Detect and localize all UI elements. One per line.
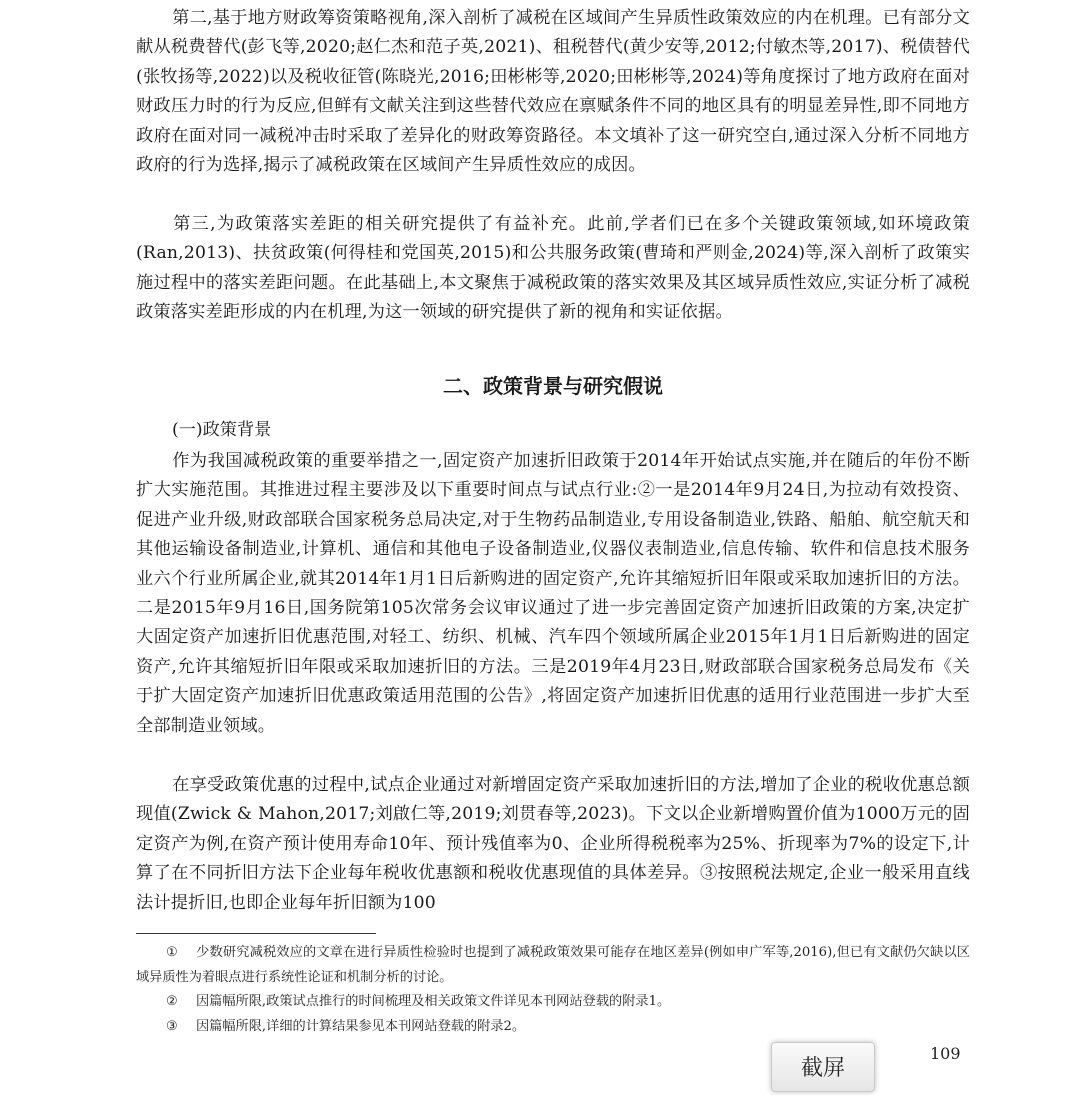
footnote xyxy=(136,940,970,990)
footnote-mark: ③ xyxy=(166,1019,178,1034)
footnote xyxy=(136,1014,970,1039)
footnote-text: 因篇幅所限,详细的计算结果参见本刊网站登载的附录2。 xyxy=(196,1019,526,1034)
section-heading: 二、政策背景与研究假说 xyxy=(443,374,663,398)
subsection-heading: (一)政策背景 xyxy=(172,420,272,440)
page-number: 109 xyxy=(930,1044,961,1063)
body-paragraph: 第三,为政策落实差距的相关研究提供了有益补充。此前,学者们已在多个关键政策领域,如环境政策(Ran,2013)、扶贫政策(何得桂和党国英,2015)和公共服务政策(曹琦和严则金,2024)等,深入剖析了政策实施过程中的落实差距问题。在此基础上,本文聚焦于减税政策的落实效果及其区域异质性效应,实证分析了减税政策落实差距形成的内在机理,为这一领域的研究提供了新的视角和实证依据。 xyxy=(136,214,970,323)
footnote-text: 少数研究减税效应的文章在进行异质性检验时也提到了减税政策效果可能存在地区差异(例如申广军等,2016),但已有文献仍欠缺以区域异质性为着眼点进行系统性论证和机制分析的讨论。 xyxy=(136,945,970,985)
body-paragraph: 第二,基于地方财政筹资策略视角,深入剖析了减税在区域间产生异质性政策效应的内在机理。已有部分文献从税费替代(彭飞等,2020;赵仁杰和范子英,2021)、租税替代(黄少安等,2012;付敏杰等,2017)、税债替代(张牧扬等,2022)以及税收征管(陈晓光,2016;田彬彬等,2020;田彬彬等,2024)等角度探讨了地方政府在面对财政压力时的行为反应,但鲜有文献关注到这些替代效应在禀赋条件不同的地区具有的明显差异性,即不同地方政府在面对同一减税冲击时采取了差异化的财政筹资路径。本文填补了这一研究空白,通过深入分析不同地方政府的行为选择,揭示了减税政策在区域间产生异质性效应的成因。 xyxy=(136,8,970,176)
footnote-divider xyxy=(136,933,376,934)
footnote-text: 因篇幅所限,政策试点推行的时间梳理及相关政策文件详见本刊网站登载的附录1。 xyxy=(196,994,671,1009)
footnote-mark: ① xyxy=(166,945,178,960)
screenshot-button[interactable]: 截屏 xyxy=(771,1042,875,1092)
footnote-mark: ② xyxy=(166,994,178,1009)
body-paragraph: 在享受政策优惠的过程中,试点企业通过对新增固定资产采取加速折旧的方法,增加了企业的税收优惠总额现值(Zwick & Mahon,2017;刘啟仁等,2019;刘贯春等,2023)。下文以企业新增购置价值为1000万元的固定资产为例,在资产预计使用寿命10年、预计残值率为0、企业所得税税率为25%、折现率为7%的设定下,计算了在不同折旧方法下企业每年税收优惠额和税收优惠现值的具体差异。③按照税法规定,企业一般采用直线法计提折旧,也即企业每年折旧额为100 xyxy=(136,775,970,913)
body-paragraph: 作为我国减税政策的重要举措之一,固定资产加速折旧政策于2014年开始试点实施,并在随后的年份不断扩大实施范围。其推进过程主要涉及以下重要时间点与试点行业:②一是2014年9月24日,为拉动有效投资、促进产业升级,财政部联合国家税务总局决定,对于生物药品制造业,专用设备制造业,铁路、船舶、航空航天和其他运输设备制造业,计算机、通信和其他电子设备制造业,仪器仪表制造业,信息传输、软件和信息技术服务业六个行业所属企业,就其2014年1月1日后新购进的固定资产,允许其缩短折旧年限或采取加速折旧的方法。二是2015年9月16日,国务院第105次常务会议审议通过了进一步完善固定资产加速折旧政策的方案,决定扩大固定资产加速折旧优惠范围,对轻工、纺织、机械、汽车四个领域所属企业2015年1月1日后新购进的固定资产,允许其缩短折旧年限或采取加速折旧的方法。三是2019年4月23日,财政部联合国家税务总局发布《关于扩大固定资产加速折旧优惠政策适用范围的公告》,将固定资产加速折旧优惠的适用行业范围进一步扩大至全部制造业领域。 xyxy=(136,451,970,736)
footnote xyxy=(136,989,970,1014)
